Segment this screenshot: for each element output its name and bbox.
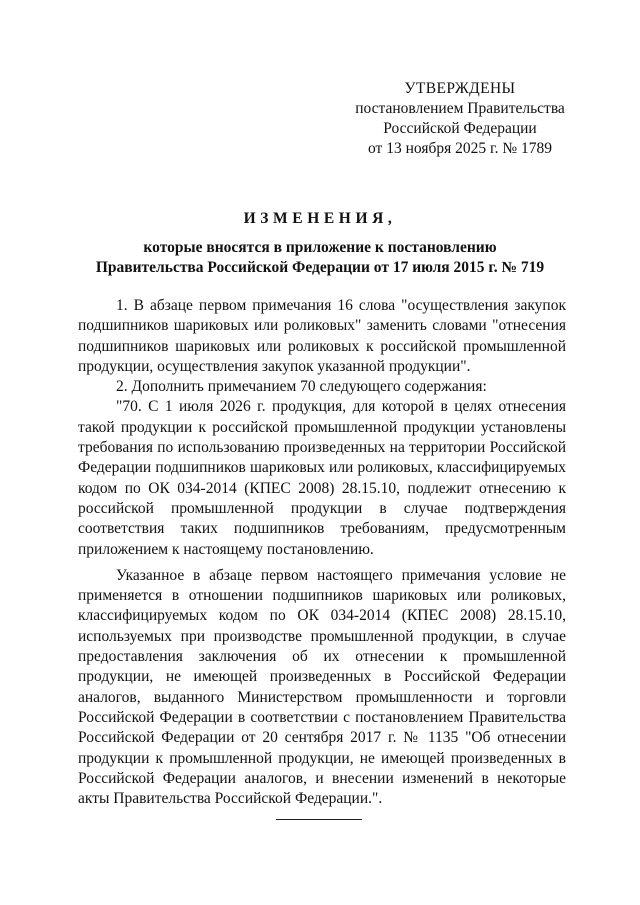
approval-line-1: постановлением Правительства [355, 100, 565, 117]
paragraph-note-70: "70. С 1 июля 2026 г. продукция, для которой в целях отнесения такой продукции к российской промышленной продукции установлены требования по использованию произведенных на территории Российской Федерации подшипников шариковых или роликовых, классифицируемых кодом по ОК 034-2014 (КПЕС 2008) 28.15.10, подлежит отнесению к российской промышленной продукции в случае подтверждения соответствия таких подшипников требованиям, предусмотренным приложением к настоящему постановлению. [78, 398, 566, 558]
approval-line-2: Российской Федерации [383, 120, 537, 137]
document-subtitle [0, 238, 640, 278]
subtitle-line-1: которые вносятся в приложение к постановлению [143, 239, 497, 256]
approval-heading: УТВЕРЖДЕНЫ [404, 80, 516, 97]
subtitle-line-2: Правительства Российской Федерации от 17 июля 2015 г. № 719 [95, 259, 545, 276]
document-body [78, 296, 566, 809]
paragraph-item-1: 1. В абзаце первом примечания 16 слова "осуществления закупок подшипников шариковых или роликовых" заменить словами "отнесения подшипников шариковых или роликовых к российской промышленной продукции, осуществления закупок указанной продукции". [78, 297, 566, 375]
paragraph-item-2: 2. Дополнить примечанием 70 следующего содержания: [116, 378, 487, 396]
end-rule [276, 819, 362, 820]
document-title: ИЗМЕНЕНИЯ, [243, 210, 397, 227]
approval-block [330, 79, 590, 159]
paragraph-note-70-condition: Указанное в абзаце первом настоящего примечания условие не применяется в отношении подшипников шариковых или роликовых, классифицируемых кодом по ОК 034-2014 (КПЕС 2008) 28.15.10, используемых при производстве промышленной продукции, в случае предоставления заключения об их отнесении к промышленной продукции, не имеющей произведенных в Российской Федерации аналогов, выданного Министерством промышленности и торговли Российской Федерации в соответствии с постановлением Правительства Российской Федерации от 20 сентября 2017 г. № 1135 "Об отнесении продукции к промышленной продукции, не имеющей произведенных в Российской Федерации аналогов, и внесении изменений в некоторые акты Правительства Российской Федерации.". [78, 566, 566, 808]
approval-line-3: от 13 ноября 2025 г. № 1789 [368, 140, 552, 157]
